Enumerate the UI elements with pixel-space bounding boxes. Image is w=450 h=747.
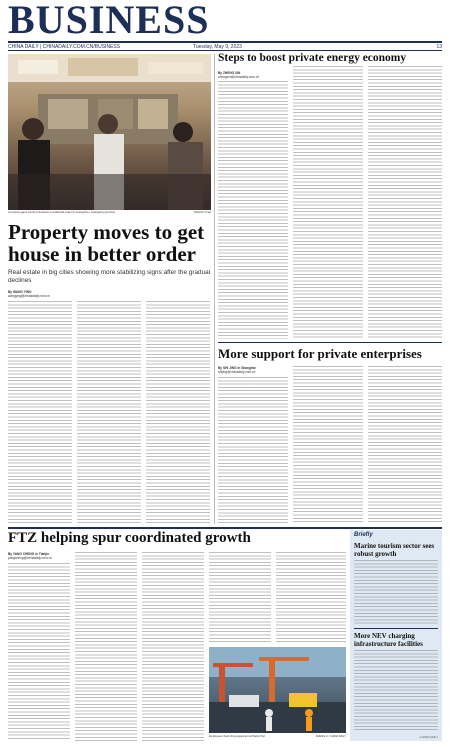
ftz-photo-credit: ZHENG LI / CHINA DAILY	[315, 735, 346, 738]
ftz-photo-caption: Employees check tiring equipment at Tianjin Port.	[209, 735, 266, 738]
bottom-section-separator	[8, 527, 442, 529]
support-body-col-3	[368, 366, 442, 524]
masthead-date: Tuesday, May 9, 2023	[193, 44, 242, 50]
steps-body-col-3	[368, 66, 442, 339]
ftz-byline: By YANG CHENG in Tianjin	[8, 552, 50, 556]
steps-body-col-2	[293, 66, 363, 339]
lead-body-col-2	[77, 301, 141, 524]
lead-photo-credit: XINHUA / FILE	[193, 211, 211, 214]
lead-photo-illustration	[8, 54, 211, 210]
lead-headline: Property moves to get house in better order	[8, 220, 205, 266]
ftz-email: yangcheng@chinadaily.com.cn	[8, 556, 52, 560]
steps-separator	[218, 342, 442, 343]
briefs-separator	[354, 628, 438, 629]
support-body-col-1	[218, 377, 288, 524]
steps-body-col-1	[218, 81, 288, 339]
briefs-box	[350, 530, 442, 741]
masthead	[8, 0, 442, 40]
support-byline: By SHI JING in Shanghai	[218, 366, 256, 370]
steps-headline: Steps to boost private energy economy	[218, 52, 407, 64]
brief-2-headline: More NEV charging infrastructure facilities	[354, 632, 423, 648]
ftz-body-col-1	[8, 563, 70, 741]
lead-photo-caption: A property agent (center) introduces a residential project in Guangzhou, Guangdong province.	[8, 211, 116, 214]
ftz-body-col-3	[142, 552, 204, 741]
lead-email: wangying@chinadaily.com.cn	[8, 294, 50, 298]
brief-1-headline: Marine tourism sector sees robust growth	[354, 542, 435, 558]
ftz-body-col-2	[75, 552, 137, 741]
section-title: BUSINESS	[8, 0, 210, 42]
lead-dek: Real estate in big cities showing more stabilizing signs after the gradual declines	[8, 269, 211, 284]
briefs-footer: CHINA DAILY	[419, 735, 438, 739]
lead-body-col-1	[8, 301, 72, 524]
ftz-photo	[209, 647, 346, 733]
masthead-bar	[8, 41, 442, 51]
ftz-body-col-5	[276, 552, 346, 644]
support-headline: More support for private enterprises	[218, 346, 422, 361]
steps-email: zhengxin@chinadaily.com.cn	[218, 75, 260, 79]
support-email: shijing@chinadaily.com.cn	[218, 370, 256, 374]
steps-byline: By ZHENG XIN	[218, 71, 241, 75]
brief-1-body	[354, 560, 438, 624]
support-body-col-2	[293, 366, 363, 524]
page-number: 13	[436, 44, 442, 50]
ftz-headline: FTZ helping spur coordinated growth	[8, 530, 251, 546]
lead-photo	[8, 54, 211, 210]
lead-byline: By WANG YING	[8, 290, 32, 294]
lead-body-col-3	[146, 301, 210, 524]
brief-2-body	[354, 650, 438, 730]
ftz-photo-illustration	[209, 647, 346, 733]
column-divider	[214, 54, 215, 524]
ftz-body-col-4	[209, 552, 271, 644]
briefs-title: Briefly	[354, 532, 373, 538]
masthead-edition: CHINA DAILY | CHINADAILY.COM.CN/BUSINESS	[8, 44, 121, 50]
